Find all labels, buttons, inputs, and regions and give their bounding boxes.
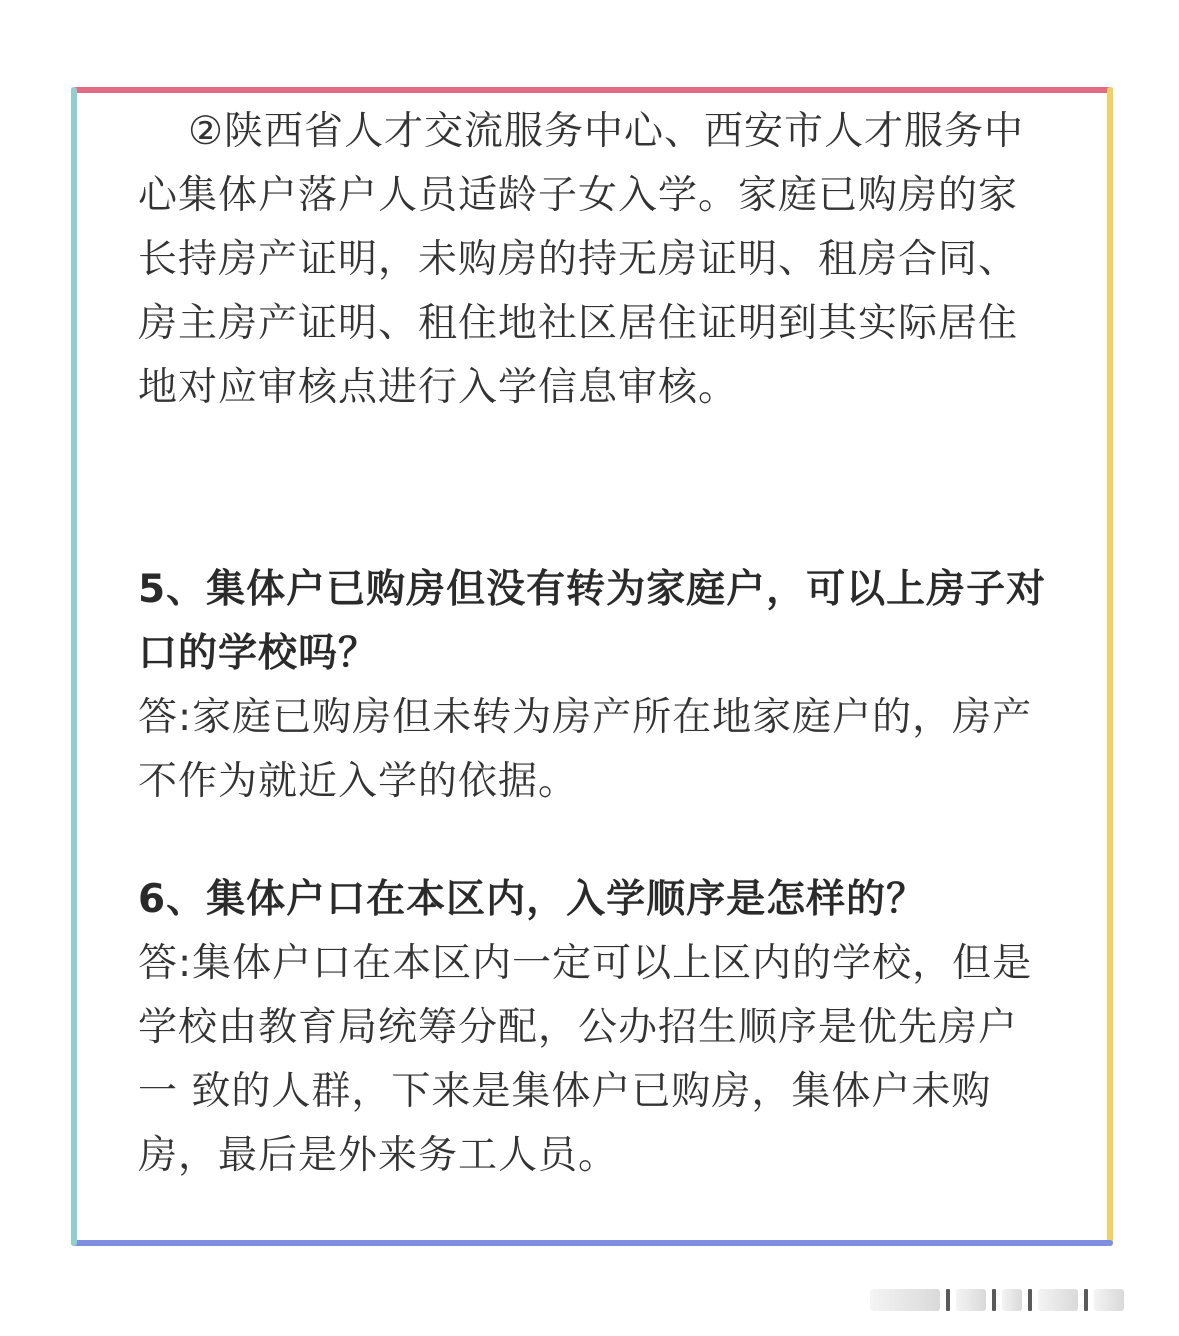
faq-question-5: 5、集体户已购房但没有转为家庭户，可以上房子对口的学校吗？ [138, 567, 1047, 676]
watermark-stroke [1094, 1289, 1124, 1311]
faq-answer-6: 答:集体户口在本区内一定可以上区内的学校，但是学校由教育局统筹分配，公办招生顺序是优先房户一 致的人群，下来是集体户已购房，集体户未购房，最后是外来务工人员。 [138, 941, 1033, 1178]
intro-paragraph [138, 100, 1048, 420]
watermark-mark [1028, 1289, 1032, 1311]
faq-question-6: 6、集体户口在本区内，入学顺序是怎样的？ [138, 877, 927, 922]
frame-border-top [71, 87, 1113, 93]
watermark-mark [946, 1289, 950, 1311]
spacer [138, 814, 1048, 868]
faq-answer-5: 答:家庭已购房但未转为房产所在地家庭户的，房产不作为就近入学的依据。 [138, 695, 1033, 804]
intro-text: 陕西省人才交流服务中心、西安市人才服务中心集体户落户人员适龄子女入学。家庭已购房的家长持房产证明，未购房的持无房证明、租房合同、房主房产证明、租住地社区居住证明到其实际居住地对应审核点进行入学信息审核。 [138, 109, 1024, 410]
frame-border-left [71, 87, 77, 1246]
watermark-stroke [956, 1289, 986, 1311]
frame-border-bottom [71, 1240, 1113, 1246]
frame-border-right [1107, 87, 1113, 1246]
watermark-stroke [1038, 1289, 1078, 1311]
watermark-stroke [1002, 1289, 1022, 1311]
intro-marker: ② [188, 109, 224, 154]
spacer [138, 420, 1048, 558]
watermark-mark [992, 1289, 996, 1311]
watermark-stroke [870, 1289, 940, 1311]
document-content [138, 100, 1048, 1188]
watermark-mark [1084, 1289, 1088, 1311]
watermark [870, 1285, 1160, 1315]
